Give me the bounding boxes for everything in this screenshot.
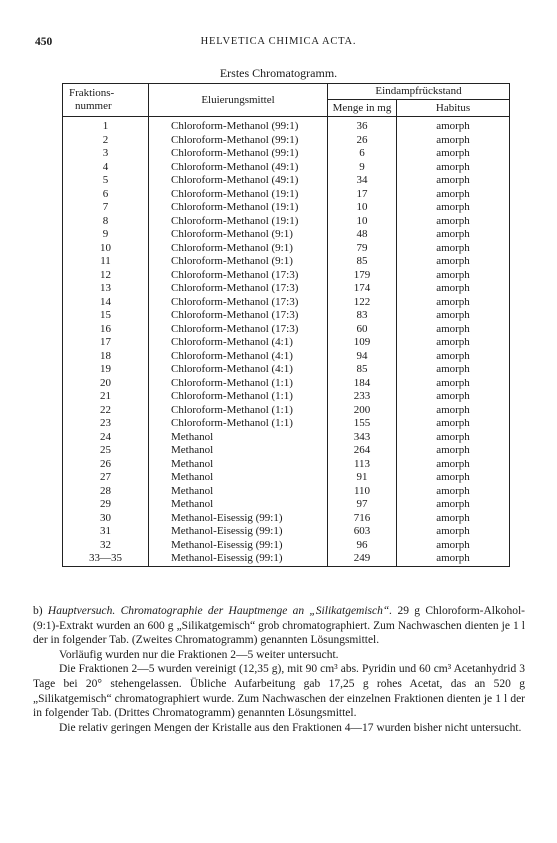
header-eluierungsmittel: Eluierungsmittel xyxy=(149,84,328,117)
cell-eluierungsmittel: Chloroform-Methanol (99:1) xyxy=(149,134,328,148)
cell-fraktionsnummer: 22 xyxy=(63,404,149,418)
cell-menge: 264 xyxy=(328,444,397,458)
cell-menge: 174 xyxy=(328,282,397,296)
table-row xyxy=(63,417,510,431)
cell-fraktionsnummer: 5 xyxy=(63,174,149,188)
cell-fraktionsnummer: 19 xyxy=(63,363,149,377)
table-row xyxy=(63,444,510,458)
cell-habitus: amorph xyxy=(397,363,510,377)
cell-habitus: amorph xyxy=(397,255,510,269)
cell-fraktionsnummer: 16 xyxy=(63,323,149,337)
cell-menge: 34 xyxy=(328,174,397,188)
cell-eluierungsmittel: Chloroform-Methanol (4:1) xyxy=(149,363,328,377)
cell-habitus: amorph xyxy=(397,552,510,566)
paragraph-lead: b) xyxy=(33,605,48,617)
cell-fraktionsnummer: 23 xyxy=(63,417,149,431)
page-number: 450 xyxy=(35,36,53,48)
cell-fraktionsnummer: 25 xyxy=(63,444,149,458)
cell-habitus: amorph xyxy=(397,215,510,229)
header-habitus: Habitus xyxy=(397,100,510,117)
cell-menge: 79 xyxy=(328,242,397,256)
cell-fraktionsnummer: 30 xyxy=(63,512,149,526)
cell-menge: 94 xyxy=(328,350,397,364)
cell-habitus: amorph xyxy=(397,539,510,553)
cell-menge: 9 xyxy=(328,161,397,175)
cell-menge: 6 xyxy=(328,147,397,161)
paragraph-acetylierung: Die Fraktionen 2—5 wurden vereinigt (12,35 g), mit 90 cm³ abs. Pyridin und 60 cm³ Acetanhydrid 3 Tage bei 20° stehengelassen. Übliche Aufarbeitung gab 17,25 g rohes Acetat, das an 520 g „Silikatgemisch“ chromatographiert wurde. Zum Nachwaschen der einzelnen Fraktionen dienten je 1 l der in folgender Tab. (Drittes Chromatogramm) genannten Lösungsmittel. xyxy=(33,663,525,720)
cell-eluierungsmittel: Methanol xyxy=(149,471,328,485)
cell-habitus: amorph xyxy=(397,242,510,256)
cell-habitus: amorph xyxy=(397,174,510,188)
cell-eluierungsmittel: Chloroform-Methanol (4:1) xyxy=(149,350,328,364)
table-row xyxy=(63,458,510,472)
paragraph-vorlaeufig: Vorläufig wurden nur die Fraktionen 2—5 weiter untersucht. xyxy=(59,648,339,661)
cell-eluierungsmittel: Methanol xyxy=(149,444,328,458)
cell-fraktionsnummer: 14 xyxy=(63,296,149,310)
cell-eluierungsmittel: Methanol-Eisessig (99:1) xyxy=(149,552,328,566)
table-row xyxy=(63,336,510,350)
cell-eluierungsmittel: Chloroform-Methanol (17:3) xyxy=(149,323,328,337)
cell-habitus: amorph xyxy=(397,377,510,391)
cell-fraktionsnummer: 26 xyxy=(63,458,149,472)
paragraph-hauptversuch xyxy=(33,604,525,648)
cell-eluierungsmittel: Chloroform-Methanol (17:3) xyxy=(149,309,328,323)
cell-eluierungsmittel: Methanol-Eisessig (99:1) xyxy=(149,512,328,526)
table-row xyxy=(63,282,510,296)
cell-habitus: amorph xyxy=(397,323,510,337)
cell-fraktionsnummer: 8 xyxy=(63,215,149,229)
cell-fraktionsnummer: 12 xyxy=(63,269,149,283)
table-row xyxy=(63,201,510,215)
cell-fraktionsnummer: 29 xyxy=(63,498,149,512)
cell-habitus: amorph xyxy=(397,444,510,458)
table-row xyxy=(63,390,510,404)
cell-menge: 97 xyxy=(328,498,397,512)
table-row xyxy=(63,174,510,188)
cell-menge: 10 xyxy=(328,215,397,229)
cell-fraktionsnummer: 18 xyxy=(63,350,149,364)
cell-menge: 343 xyxy=(328,431,397,445)
cell-habitus: amorph xyxy=(397,485,510,499)
cell-eluierungsmittel: Chloroform-Methanol (1:1) xyxy=(149,417,328,431)
cell-menge: 83 xyxy=(328,309,397,323)
table-row xyxy=(63,377,510,391)
cell-eluierungsmittel: Chloroform-Methanol (99:1) xyxy=(149,117,328,134)
cell-fraktionsnummer: 31 xyxy=(63,525,149,539)
body-text xyxy=(33,604,525,735)
page-header xyxy=(35,36,522,52)
cell-habitus: amorph xyxy=(397,350,510,364)
cell-habitus: amorph xyxy=(397,525,510,539)
cell-fraktionsnummer: 7 xyxy=(63,201,149,215)
cell-menge: 716 xyxy=(328,512,397,526)
cell-fraktionsnummer: 13 xyxy=(63,282,149,296)
cell-eluierungsmittel: Chloroform-Methanol (17:3) xyxy=(149,282,328,296)
cell-fraktionsnummer: 27 xyxy=(63,471,149,485)
table-row xyxy=(63,117,510,134)
cell-menge: 36 xyxy=(328,117,397,134)
table-row xyxy=(63,552,510,566)
table-row xyxy=(63,188,510,202)
cell-eluierungsmittel: Chloroform-Methanol (4:1) xyxy=(149,336,328,350)
cell-menge: 96 xyxy=(328,539,397,553)
table-caption: Erstes Chromatogramm. xyxy=(219,66,338,80)
cell-habitus: amorph xyxy=(397,471,510,485)
table-row xyxy=(63,485,510,499)
chromatogram-table xyxy=(62,83,510,567)
cell-eluierungsmittel: Chloroform-Methanol (19:1) xyxy=(149,201,328,215)
cell-eluierungsmittel: Chloroform-Methanol (1:1) xyxy=(149,390,328,404)
table-row xyxy=(63,404,510,418)
cell-habitus: amorph xyxy=(397,512,510,526)
cell-eluierungsmittel: Methanol xyxy=(149,458,328,472)
cell-menge: 85 xyxy=(328,363,397,377)
running-head: HELVETICA CHIMICA ACTA. xyxy=(200,36,357,47)
cell-eluierungsmittel: Methanol xyxy=(149,485,328,499)
table-row xyxy=(63,215,510,229)
table-row xyxy=(63,539,510,553)
cell-eluierungsmittel: Methanol-Eisessig (99:1) xyxy=(149,525,328,539)
table-row xyxy=(63,525,510,539)
cell-fraktionsnummer: 15 xyxy=(63,309,149,323)
table-row xyxy=(63,296,510,310)
cell-fraktionsnummer: 17 xyxy=(63,336,149,350)
cell-habitus: amorph xyxy=(397,161,510,175)
table-row xyxy=(63,161,510,175)
cell-eluierungsmittel: Chloroform-Methanol (17:3) xyxy=(149,296,328,310)
cell-habitus: amorph xyxy=(397,309,510,323)
table-row xyxy=(63,350,510,364)
table-row xyxy=(63,363,510,377)
table-row xyxy=(63,134,510,148)
cell-menge: 179 xyxy=(328,269,397,283)
cell-habitus: amorph xyxy=(397,390,510,404)
header-fraktion-line1: Fraktions- xyxy=(69,87,115,99)
cell-menge: 60 xyxy=(328,323,397,337)
cell-fraktionsnummer: 10 xyxy=(63,242,149,256)
cell-eluierungsmittel: Chloroform-Methanol (19:1) xyxy=(149,188,328,202)
cell-fraktionsnummer: 20 xyxy=(63,377,149,391)
cell-menge: 91 xyxy=(328,471,397,485)
cell-eluierungsmittel: Methanol xyxy=(149,498,328,512)
cell-eluierungsmittel: Chloroform-Methanol (9:1) xyxy=(149,255,328,269)
cell-eluierungsmittel: Chloroform-Methanol (1:1) xyxy=(149,377,328,391)
table-row xyxy=(63,323,510,337)
cell-fraktionsnummer: 2 xyxy=(63,134,149,148)
cell-menge: 184 xyxy=(328,377,397,391)
cell-menge: 17 xyxy=(328,188,397,202)
cell-habitus: amorph xyxy=(397,117,510,134)
cell-menge: 48 xyxy=(328,228,397,242)
cell-menge: 200 xyxy=(328,404,397,418)
cell-fraktionsnummer: 28 xyxy=(63,485,149,499)
cell-menge: 233 xyxy=(328,390,397,404)
table-row xyxy=(63,242,510,256)
cell-fraktionsnummer: 32 xyxy=(63,539,149,553)
cell-eluierungsmittel: Chloroform-Methanol (9:1) xyxy=(149,242,328,256)
cell-menge: 85 xyxy=(328,255,397,269)
cell-eluierungsmittel: Methanol-Eisessig (99:1) xyxy=(149,539,328,553)
cell-eluierungsmittel: Chloroform-Methanol (9:1) xyxy=(149,228,328,242)
cell-habitus: amorph xyxy=(397,188,510,202)
paragraph-text: 29 g Chloroform-Alkohol-(9:1)-Extrakt wurden an 600 g „Silikatgemisch“ grob chromatographiert. Zum Nachwaschen dienten je 1 l der in folgender Tab. (Zweites Chromatogramm) genannten Lösungsmittel. xyxy=(33,605,525,647)
cell-fraktionsnummer: 9 xyxy=(63,228,149,242)
header-fraktion-line2: nummer xyxy=(75,100,112,112)
table-row xyxy=(63,147,510,161)
cell-eluierungsmittel: Chloroform-Methanol (1:1) xyxy=(149,404,328,418)
cell-habitus: amorph xyxy=(397,498,510,512)
cell-habitus: amorph xyxy=(397,228,510,242)
table-row xyxy=(63,471,510,485)
table-row xyxy=(63,309,510,323)
cell-habitus: amorph xyxy=(397,431,510,445)
cell-fraktionsnummer: 33—35 xyxy=(63,552,149,566)
cell-fraktionsnummer: 6 xyxy=(63,188,149,202)
cell-fraktionsnummer: 4 xyxy=(63,161,149,175)
cell-habitus: amorph xyxy=(397,296,510,310)
cell-habitus: amorph xyxy=(397,269,510,283)
cell-eluierungsmittel: Chloroform-Methanol (19:1) xyxy=(149,215,328,229)
cell-menge: 113 xyxy=(328,458,397,472)
cell-eluierungsmittel: Chloroform-Methanol (49:1) xyxy=(149,161,328,175)
cell-menge: 10 xyxy=(328,201,397,215)
cell-habitus: amorph xyxy=(397,282,510,296)
table-row xyxy=(63,228,510,242)
table-body xyxy=(63,117,510,567)
cell-menge: 603 xyxy=(328,525,397,539)
paragraph-kristalle: Die relativ geringen Mengen der Kristalle aus den Fraktionen 4—17 wurden bisher nicht untersucht. xyxy=(59,721,522,734)
header-fraktionsnummer xyxy=(63,84,149,117)
cell-menge: 26 xyxy=(328,134,397,148)
cell-eluierungsmittel: Chloroform-Methanol (17:3) xyxy=(149,269,328,283)
cell-habitus: amorph xyxy=(397,417,510,431)
cell-fraktionsnummer: 3 xyxy=(63,147,149,161)
header-eindampfrueckstand: Eindampfrückstand xyxy=(328,84,510,100)
table-row xyxy=(63,269,510,283)
table-row xyxy=(63,431,510,445)
cell-eluierungsmittel: Methanol xyxy=(149,431,328,445)
cell-fraktionsnummer: 1 xyxy=(63,117,149,134)
cell-habitus: amorph xyxy=(397,336,510,350)
cell-habitus: amorph xyxy=(397,458,510,472)
cell-menge: 109 xyxy=(328,336,397,350)
cell-fraktionsnummer: 24 xyxy=(63,431,149,445)
cell-eluierungsmittel: Chloroform-Methanol (49:1) xyxy=(149,174,328,188)
cell-habitus: amorph xyxy=(397,201,510,215)
cell-menge: 155 xyxy=(328,417,397,431)
cell-eluierungsmittel: Chloroform-Methanol (99:1) xyxy=(149,147,328,161)
cell-habitus: amorph xyxy=(397,134,510,148)
cell-fraktionsnummer: 11 xyxy=(63,255,149,269)
table-row xyxy=(63,512,510,526)
table-row xyxy=(63,498,510,512)
cell-menge: 122 xyxy=(328,296,397,310)
cell-menge: 249 xyxy=(328,552,397,566)
header-menge: Menge in mg xyxy=(328,100,397,117)
cell-habitus: amorph xyxy=(397,404,510,418)
cell-fraktionsnummer: 21 xyxy=(63,390,149,404)
section-heading: Hauptversuch. Chromatographie der Hauptmenge an „Silikatgemisch“. xyxy=(47,605,393,617)
table-row xyxy=(63,255,510,269)
cell-habitus: amorph xyxy=(397,147,510,161)
cell-menge: 110 xyxy=(328,485,397,499)
